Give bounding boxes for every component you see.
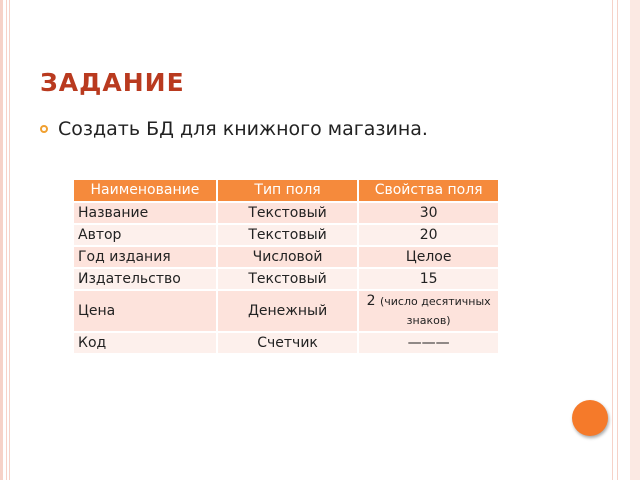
next-slide-button[interactable]	[572, 400, 608, 436]
cell-props: 20	[359, 225, 498, 245]
cell-type: Текстовый	[218, 225, 357, 245]
cell-type: Текстовый	[218, 203, 357, 223]
table-row	[74, 225, 498, 245]
bullet-text: Создать БД для книжного магазина.	[58, 118, 428, 140]
border-rule	[6, 0, 7, 480]
cell-props	[359, 291, 498, 331]
cell-name: Автор	[74, 225, 216, 245]
table-row	[74, 333, 498, 353]
cell-name: Название	[74, 203, 216, 223]
cell-props: 15	[359, 269, 498, 289]
cell-type: Числовой	[218, 247, 357, 267]
bullet-circle-icon	[40, 125, 48, 133]
table-row	[74, 203, 498, 223]
cell-name: Издательство	[74, 269, 216, 289]
border-rule	[9, 0, 10, 480]
border-rule	[612, 0, 613, 480]
cell-props: ———	[359, 333, 498, 353]
cell-type: Денежный	[218, 291, 357, 331]
bullet-item	[40, 118, 428, 140]
table-row	[74, 269, 498, 289]
header-props: Свойства поля	[359, 180, 498, 201]
cell-type: Текстовый	[218, 269, 357, 289]
border-rule	[0, 0, 3, 480]
cell-name: Цена	[74, 291, 216, 331]
cell-props: Целое	[359, 247, 498, 267]
header-name: Наименование	[74, 180, 216, 201]
slide-title: ЗАДАНИЕ	[40, 68, 185, 97]
cell-type: Счетчик	[218, 333, 357, 353]
cell-props-note: (число десятичных знаков)	[379, 295, 491, 327]
border-rule	[617, 0, 618, 480]
fields-table	[72, 178, 500, 355]
table-row	[74, 247, 498, 267]
cell-props: 30	[359, 203, 498, 223]
table-header-row	[74, 180, 498, 201]
cell-props-value: 2	[366, 293, 376, 309]
table-row	[74, 291, 498, 331]
border-rule	[630, 0, 640, 480]
header-type: Тип поля	[218, 180, 357, 201]
cell-name: Год издания	[74, 247, 216, 267]
cell-name: Код	[74, 333, 216, 353]
